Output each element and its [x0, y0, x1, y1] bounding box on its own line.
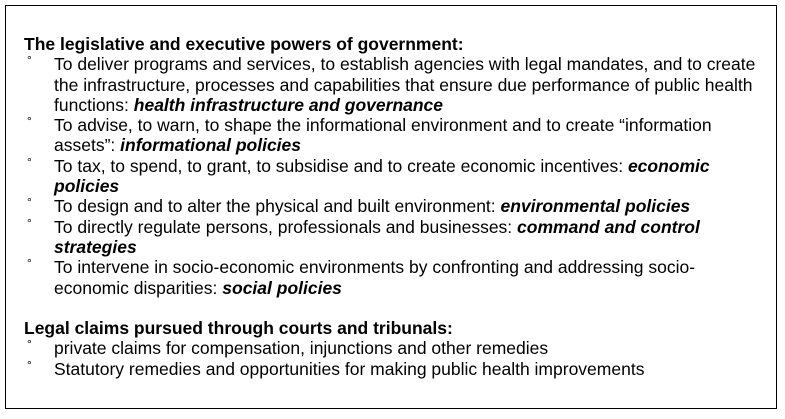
- list-item-text: To design and to alter the physical and built environment:: [54, 196, 501, 217]
- list-item-category: informational policies: [120, 135, 302, 156]
- list-item: [24, 257, 764, 298]
- list-item-category: command and control strategies: [54, 216, 700, 257]
- bullet-marker: °: [27, 357, 32, 372]
- list-item-text: To directly regulate persons, professionals and businesses:: [54, 216, 518, 237]
- bullet-marker: °: [27, 154, 32, 169]
- list-item-category: health infrastructure and governance: [133, 94, 444, 115]
- list-item-text: To deliver programs and services, to establish agencies with legal mandates, and to create the infrastructure, processes and capabilities that ensure due performance of public health functions:: [54, 54, 756, 115]
- list-item-category: social policies: [222, 277, 342, 298]
- bullet-marker: °: [27, 215, 32, 230]
- list-item-category: environmental policies: [500, 196, 691, 217]
- section-heading-legal-claims: Legal claims pursued through courts and tribunals:: [24, 318, 453, 339]
- list-item-text: To advise, to warn, to shape the informational environment and to create “information assets”:: [54, 115, 712, 156]
- list-item-text: To tax, to spend, to grant, to subsidise and to create economic incentives:: [54, 155, 628, 176]
- list-item: [24, 115, 764, 156]
- list-item: [24, 196, 764, 216]
- section-heading-government-powers: The legislative and executive powers of government:: [24, 34, 464, 54]
- section-spacer: [24, 298, 764, 318]
- list-item: [24, 217, 764, 258]
- list-item: [24, 156, 764, 197]
- list-item-text: Statutory remedies and opportunities for making public health improvements: [54, 358, 645, 379]
- legal-claims-list: [24, 338, 764, 379]
- bullet-marker: °: [27, 114, 32, 129]
- bullet-marker: °: [27, 53, 32, 68]
- list-item: [24, 338, 764, 358]
- list-item: [24, 54, 764, 115]
- government-powers-list: [24, 54, 764, 298]
- bullet-marker: °: [27, 256, 32, 271]
- list-item-text: private claims for compensation, injunctions and other remedies: [54, 338, 549, 359]
- bullet-marker: °: [27, 337, 32, 352]
- bullet-marker: °: [27, 195, 32, 210]
- list-item: [24, 359, 764, 379]
- text-box-content: [24, 34, 764, 379]
- list-item-category: economic policies: [54, 155, 710, 197]
- list-item-text: To intervene in socio-economic environments by confronting and addressing socio-economic disparities:: [54, 257, 696, 298]
